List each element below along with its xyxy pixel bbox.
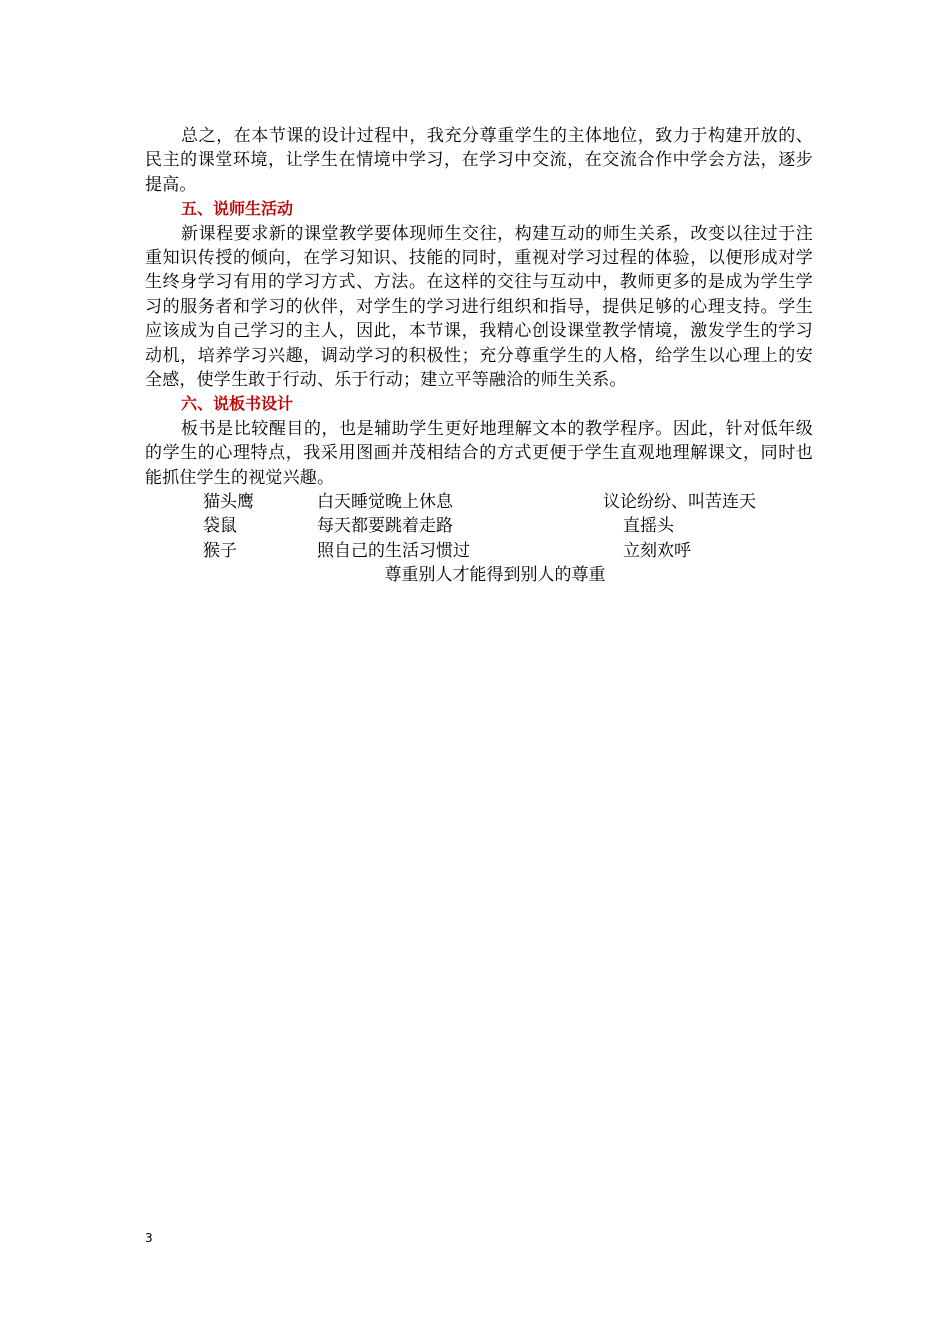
- teacher-student-paragraph: 新课程要求新的课堂教学要体现师生交往，构建互动的师生关系，改变以往过于注重知识传授的倾向，在学习知识、技能的同时，重视对学习过程的体验，以便形成对学生终身学习有用的学习方式、方法。在这样的交往与互动中，教师更多的是成为学生学习的服务者和学习的伙伴，对学生的学习进行组织和指导，提供足够的心理支持。学生应该成为自己学习的主人，因此，本节课，我精心创设课堂教学情境，激发学生的学习动机，培养学习兴趣，调动学习的积极性；充分尊重学生的人格，给学生以心理上的安全感，使学生敢于行动、乐于行动；建立平等融洽的师生关系。: [145, 223, 813, 391]
- board-habit: 照自己的生活习惯过: [317, 540, 470, 561]
- board-row: [145, 514, 813, 538]
- page-number: 3: [145, 1231, 153, 1245]
- summary-paragraph: 总之，在本节课的设计过程中，我充分尊重学生的主体地位，致力于构建开放的、民主的课堂环境，让学生在情境中学习，在学习中交流，在交流合作中学会方法，逐步提高。: [145, 126, 813, 195]
- board-row: [145, 539, 813, 563]
- board-habit: 每天都要跳着走路: [317, 516, 453, 537]
- board-habit: 白天睡觉晚上休息: [317, 492, 453, 513]
- board-animal: 猴子: [203, 540, 237, 561]
- blackboard-layout: [145, 490, 813, 590]
- board-animal: 袋鼠: [203, 516, 237, 537]
- board-animal: 猫头鹰: [203, 492, 254, 513]
- board-summary: 尊重别人才能得到别人的尊重: [384, 565, 606, 586]
- board-design-paragraph: 板书是比较醒目的，也是辅助学生更好地理解文本的教学程序。因此，针对低年级的学生的心理特点，我采用图画并茂相结合的方式更便于学生直观地理解课文，同时也能抓住学生的视觉兴趣。: [145, 418, 813, 488]
- board-reaction: 议论纷纷、叫苦连天: [603, 492, 756, 513]
- board-reaction: 立刻欢呼: [623, 540, 691, 561]
- page-content: [145, 124, 813, 590]
- board-row: [145, 490, 813, 514]
- board-reaction: 直摇头: [623, 516, 674, 537]
- section-heading-board-design: 六、说板书设计: [181, 394, 294, 414]
- section-heading-teacher-student-activities: 五、说师生活动: [181, 199, 294, 219]
